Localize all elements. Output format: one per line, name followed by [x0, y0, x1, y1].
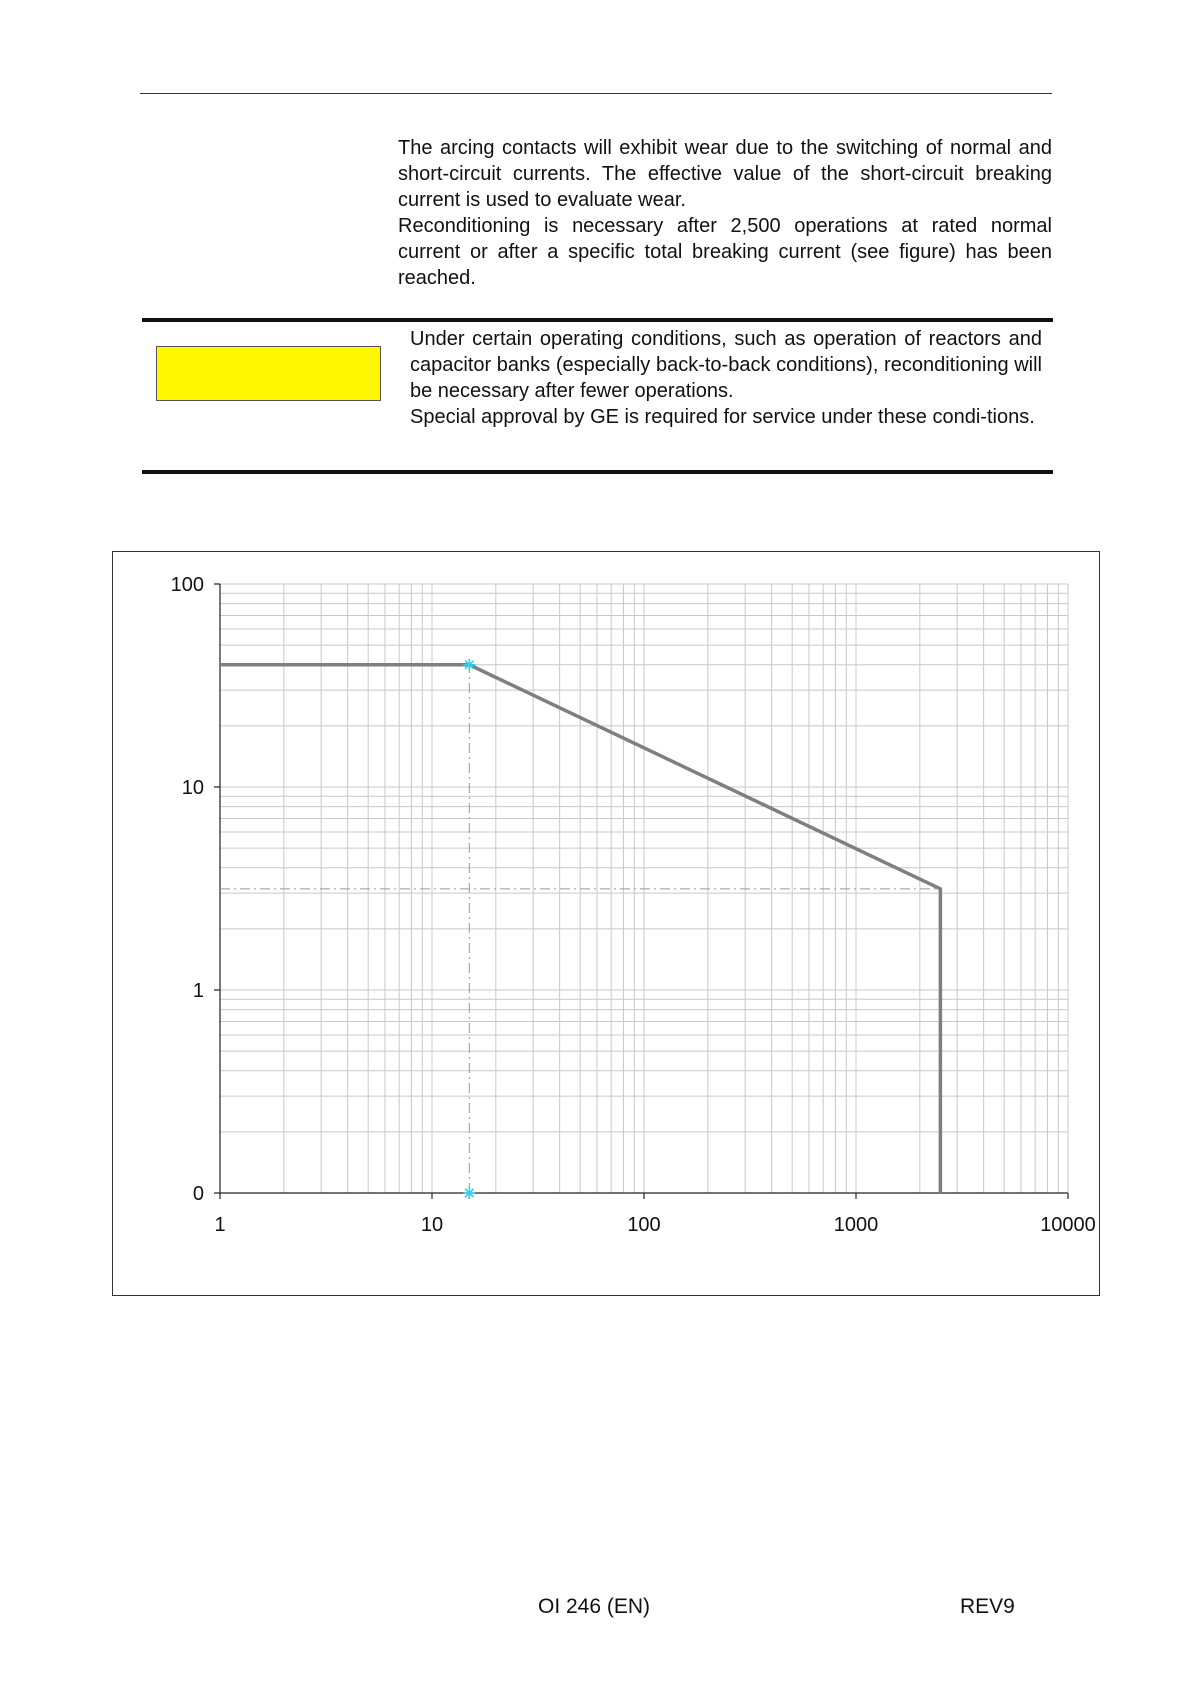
intro-paragraph-1: The arcing contacts will exhibit wear due to the switching of normal and short-circuit currents. The effective value of the short-circuit breaking current is used to evaluate wear. — [398, 137, 1052, 211]
intro-text — [398, 135, 1052, 291]
y-tick-label: 1 — [192, 980, 204, 1002]
intro-paragraph-2: Reconditioning is necessary after 2,500 operations at rated normal current or after a specific total breaking current (see figure) has been reached. — [398, 215, 1052, 289]
footer-revision: REV9 — [960, 1595, 1015, 1618]
x-tick-label: 1 — [214, 1214, 226, 1236]
y-tick-label: 100 — [170, 574, 204, 596]
chart-frame — [112, 551, 1100, 1296]
notice-block — [142, 318, 1053, 474]
notice-paragraph-2: Special approval by GE is required for service under these condi-tions. — [410, 406, 1035, 428]
y-tick-label: 10 — [181, 777, 204, 799]
data-marker — [463, 1187, 475, 1199]
caution-box — [156, 346, 381, 401]
data-marker — [463, 659, 475, 671]
notice-text — [410, 326, 1042, 430]
wear-chart — [113, 552, 1099, 1295]
header-rule — [140, 93, 1052, 94]
footer-doc-code: OI 246 (EN) — [538, 1595, 651, 1618]
notice-paragraph-1: Under certain operating conditions, such as operation of reactors and capacitor banks (especially back-to-back conditions), reconditioning will be necessary after fewer operations. — [410, 328, 1042, 402]
x-tick-label: 1000 — [833, 1214, 879, 1236]
y-tick-label: 0 — [192, 1183, 204, 1205]
x-tick-label: 100 — [627, 1214, 661, 1236]
x-tick-label: 10 — [420, 1214, 444, 1236]
x-tick-label: 10000 — [1040, 1214, 1096, 1236]
